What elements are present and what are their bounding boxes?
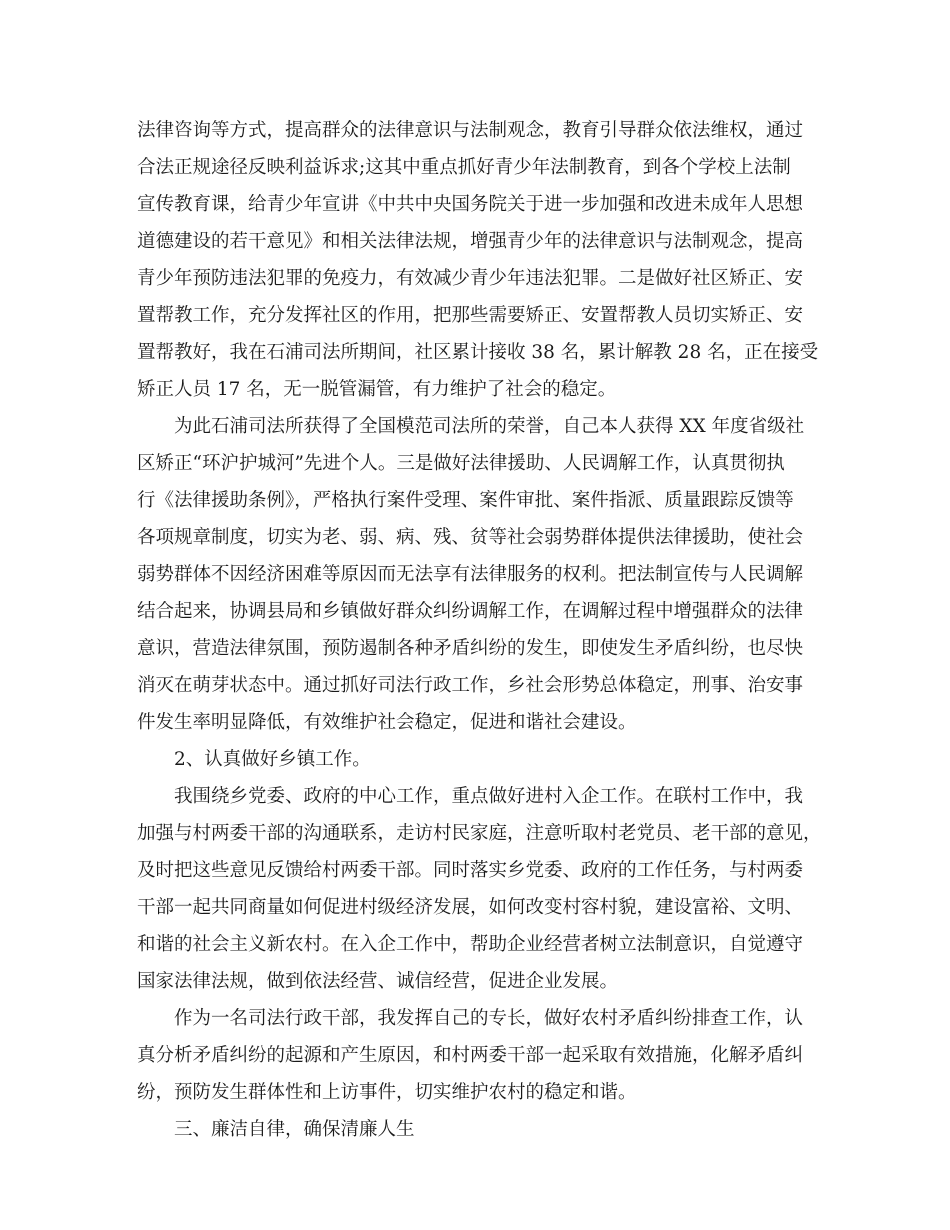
text-line: 法律咨询等方式，提高群众的法律意识与法制观念，教育引导群众依法维权，通过 (137, 120, 804, 141)
text-line: 和谐的社会主义新农村。在入企工作中，帮助企业经营者树立法制意识，自觉遵守 (137, 934, 804, 955)
text-line: 纷，预防发生群体性和上访事件，切实维护农村的稳定和谐。 (137, 1082, 637, 1103)
text-line: 2、认真做好乡镇工作。 (174, 749, 371, 770)
text-line: 宣传教育课，给青少年宣讲《中共中央国务院关于进一步加强和改进未成年人思想 (137, 194, 804, 215)
text-line: 行《法律援助条例》，严格执行案件受理、案件审批、案件指派、质量跟踪反馈等 (137, 490, 794, 511)
text-line: 及时把这些意见反馈给村两委干部。同时落实乡党委、政府的工作任务，与村两委 (137, 860, 804, 881)
text-line: 置帮教好，我在石浦司法所期间，社区累计接收 38 名，累计解教 28 名，正在接受 (137, 342, 819, 363)
text-line: 消灭在萌芽状态中。通过抓好司法行政工作，乡社会形势总体稳定，刑事、治安事 (137, 675, 804, 696)
text-line: 件发生率明显降低，有效维护社会稳定，促进和谐社会建设。 (137, 712, 637, 733)
text-line: 青少年预防违法犯罪的免疫力，有效减少青少年违法犯罪。二是做好社区矫正、安 (137, 268, 804, 289)
text-line: 置帮教工作，充分发挥社区的作用，把那些需要矫正、安置帮教人员切实矫正、安 (137, 305, 804, 326)
text-line: 区矫正“环沪护城河”先进个人。三是做好法律援助、人民调解工作，认真贯彻执 (137, 453, 785, 474)
text-line: 干部一起共同商量如何促进村级经济发展，如何改变村容村貌，建设富裕、文明、 (137, 897, 804, 918)
text-line: 弱势群体不因经济困难等原因而无法享有法律服务的权利。把法制宣传与人民调解 (137, 564, 804, 585)
text-line: 矫正人员 17 名，无一脱管漏管，有力维护了社会的稳定。 (137, 379, 617, 400)
text-line: 我围绕乡党委、政府的中心工作，重点做好进村入企工作。在联村工作中，我 (174, 786, 804, 807)
text-line: 意识，营造法律氛围，预防遏制各种矛盾纠纷的发生，即使发生矛盾纠纷，也尽快 (137, 638, 804, 659)
text-line: 真分析矛盾纠纷的起源和产生原因，和村两委干部一起采取有效措施，化解矛盾纠 (137, 1045, 804, 1066)
text-line: 作为一名司法行政干部，我发挥自己的专长，做好农村矛盾纠纷排查工作，认 (174, 1008, 804, 1029)
text-line: 加强与村两委干部的沟通联系，走访村民家庭，注意听取村老党员、老干部的意见， (137, 823, 822, 844)
text-line: 合法正规途径反映利益诉求;这其中重点抓好青少年法制教育，到各个学校上法制 (137, 157, 791, 178)
text-line: 国家法律法规，做到依法经营、诚信经营，促进企业发展。 (137, 971, 619, 992)
text-line: 各项规章制度，切实为老、弱、病、残、贫等社会弱势群体提供法律援助，使社会 (137, 527, 804, 548)
text-line: 三、廉洁自律，确保清廉人生 (174, 1119, 415, 1140)
text-line: 为此石浦司法所获得了全国模范司法所的荣誉，自己本人获得 XX 年度省级社 (174, 416, 805, 437)
document-body (137, 112, 822, 1148)
text-line: 道德建设的若干意见》和相关法律法规，增强青少年的法律意识与法制观念，提高 (137, 231, 804, 252)
text-line: 结合起来，协调县局和乡镇做好群众纠纷调解工作，在调解过程中增强群众的法律 (137, 601, 804, 622)
